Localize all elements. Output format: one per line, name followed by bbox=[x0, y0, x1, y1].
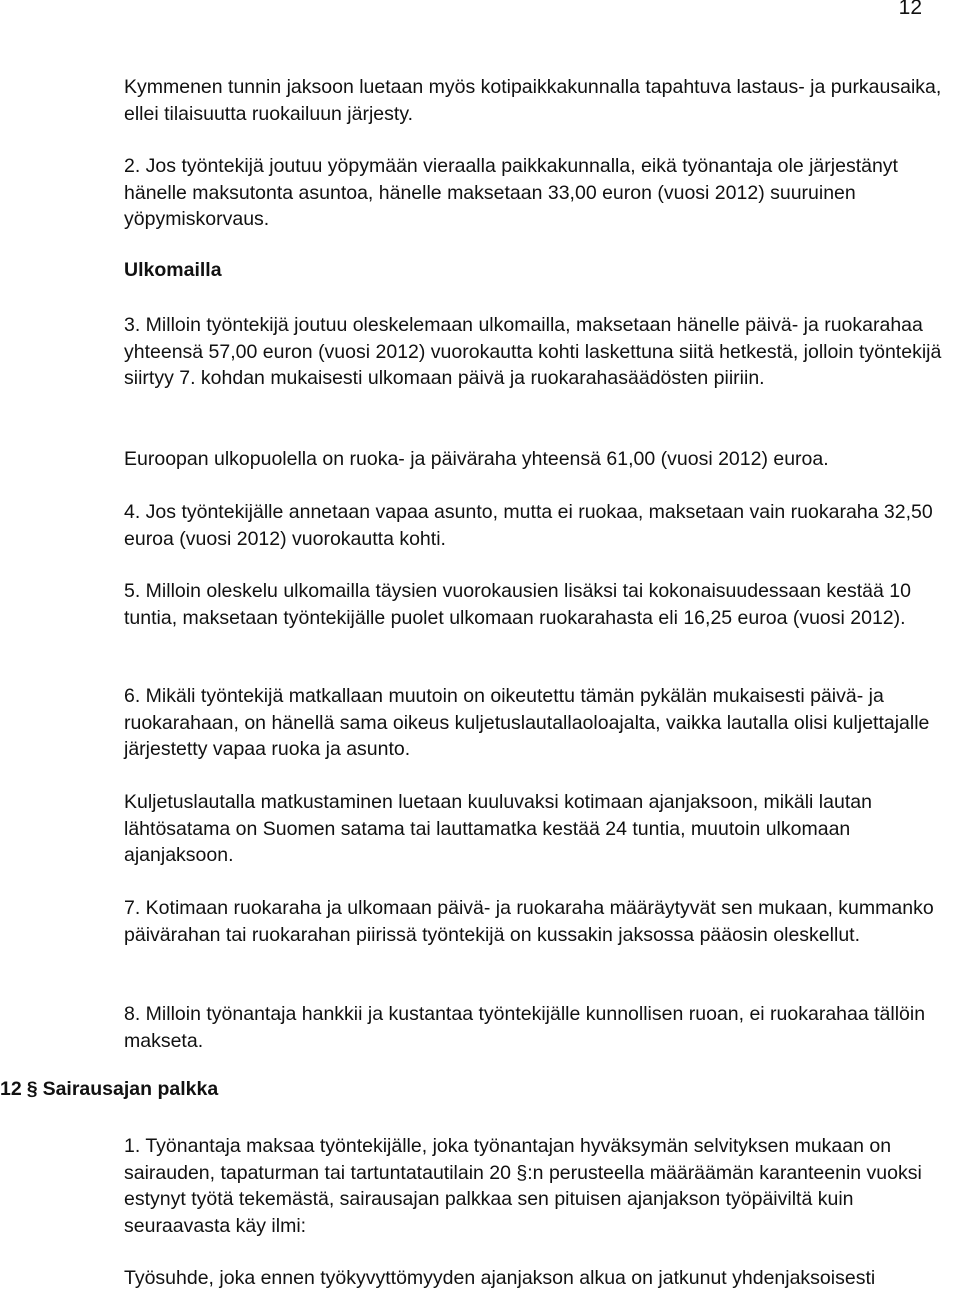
paragraph-3-outside-europe: Euroopan ulkopuolella on ruoka- ja päiväraha yhteensä 61,00 (vuosi 2012) euroa. bbox=[124, 448, 829, 470]
paragraph-7-allowance-basis: 7. Kotimaan ruokaraha ja ulkomaan päivä- ja ruokaraha määräytyvät sen mukaan, kummanko päivärahan tai ruokarahan piirissä työntekijä on kussakin jaksossa pääosin oleskellut. bbox=[124, 897, 934, 946]
paragraph-12-employment-duration: Työsuhde, joka ennen työkyvyttömyyden ajanjakson alkua on jatkunut yhdenjaksoisesti bbox=[124, 1267, 876, 1289]
subheading-abroad: Ulkomailla bbox=[124, 259, 222, 281]
page-number: 12 bbox=[898, 0, 922, 19]
paragraph-2-overnight-allowance: 2. Jos työntekijä joutuu yöpymään vieraalla paikkakunnalla, eikä työnantaja ole järjestänyt hänelle maksutonta asuntoa, hänelle maksetaan 33,00 euron (vuosi 2012) suuruinen yöpymiskorvaus. bbox=[124, 155, 898, 230]
paragraph-8-employer-food: 8. Milloin työnantaja hankkii ja kustantaa työntekijälle kunnollisen ruoan, ei ruokarahaa tällöin makseta. bbox=[124, 1003, 926, 1052]
paragraph-3-abroad-allowance: 3. Milloin työntekijä joutuu oleskelemaan ulkomailla, maksetaan hänelle päivä- ja ruokarahaa yhteensä 57,00 euron (vuosi 2012) vuorokautta kohti laskettuna siitä hetkestä, jolloin työntekijä siirtyy 7. kohdan mukaisesti ulkomaan päivä ja ruokarahasäädösten piiriin. bbox=[124, 314, 942, 389]
paragraph-6-ferry-right: 6. Mikäli työntekijä matkallaan muutoin on oikeutettu tämän pykälän mukaisesti päivä- ja ruokarahaan, on hänellä sama oikeus kuljetuslautallaoloajalta, vaikka lautalla olisi kuljettajalle järjestetty vapaa ruoka ja asunto. bbox=[124, 685, 930, 760]
paragraph-6-ferry-travel: Kuljetuslautalla matkustaminen luetaan kuuluvaksi kotimaan ajanjaksoon, mikäli lautan lähtösatama on Suomen satama tai lauttamatka kestää 24 tuntia, muutoin ulkomaan ajanjaksoon. bbox=[124, 791, 872, 866]
paragraph-5-partial-day: 5. Milloin oleskelu ulkomailla täysien vuorokausien lisäksi tai kokonaisuudessaan kestää 10 tuntia, maksetaan työntekijälle puolet ulkomaan ruokarahasta eli 16,25 euroa (vuosi 2012). bbox=[124, 580, 911, 629]
paragraph-12-1-sick-pay: 1. Työnantaja maksaa työntekijälle, joka työnantajan hyväksymän selvityksen mukaan on sairauden, tapaturman tai tartuntatautilain 20 §:n perusteella määräämän karanteenin vuoksi estynyt työtä tekemästä, sairausajan palkkaa sen pituisen ajanjakson työpäiviltä kuin seuraavasta käy ilmi: bbox=[124, 1135, 922, 1237]
section-title: Sairausajan palkka bbox=[42, 1078, 219, 1100]
paragraph-4-free-housing: 4. Jos työntekijälle annetaan vapaa asunto, mutta ei ruokaa, maksetaan vain ruokaraha 32,50 euroa (vuosi 2012) vuorokautta kohti. bbox=[124, 501, 933, 550]
section-number: 12 bbox=[0, 1078, 22, 1100]
section-sign: § bbox=[26, 1078, 38, 1100]
paragraph-intro: Kymmenen tunnin jaksoon luetaan myös kotipaikkakunnalla tapahtuva lastaus- ja purkausaika, ellei tilaisuutta ruokailuun järjesty. bbox=[124, 76, 942, 125]
section-heading-12 bbox=[0, 1078, 218, 1101]
